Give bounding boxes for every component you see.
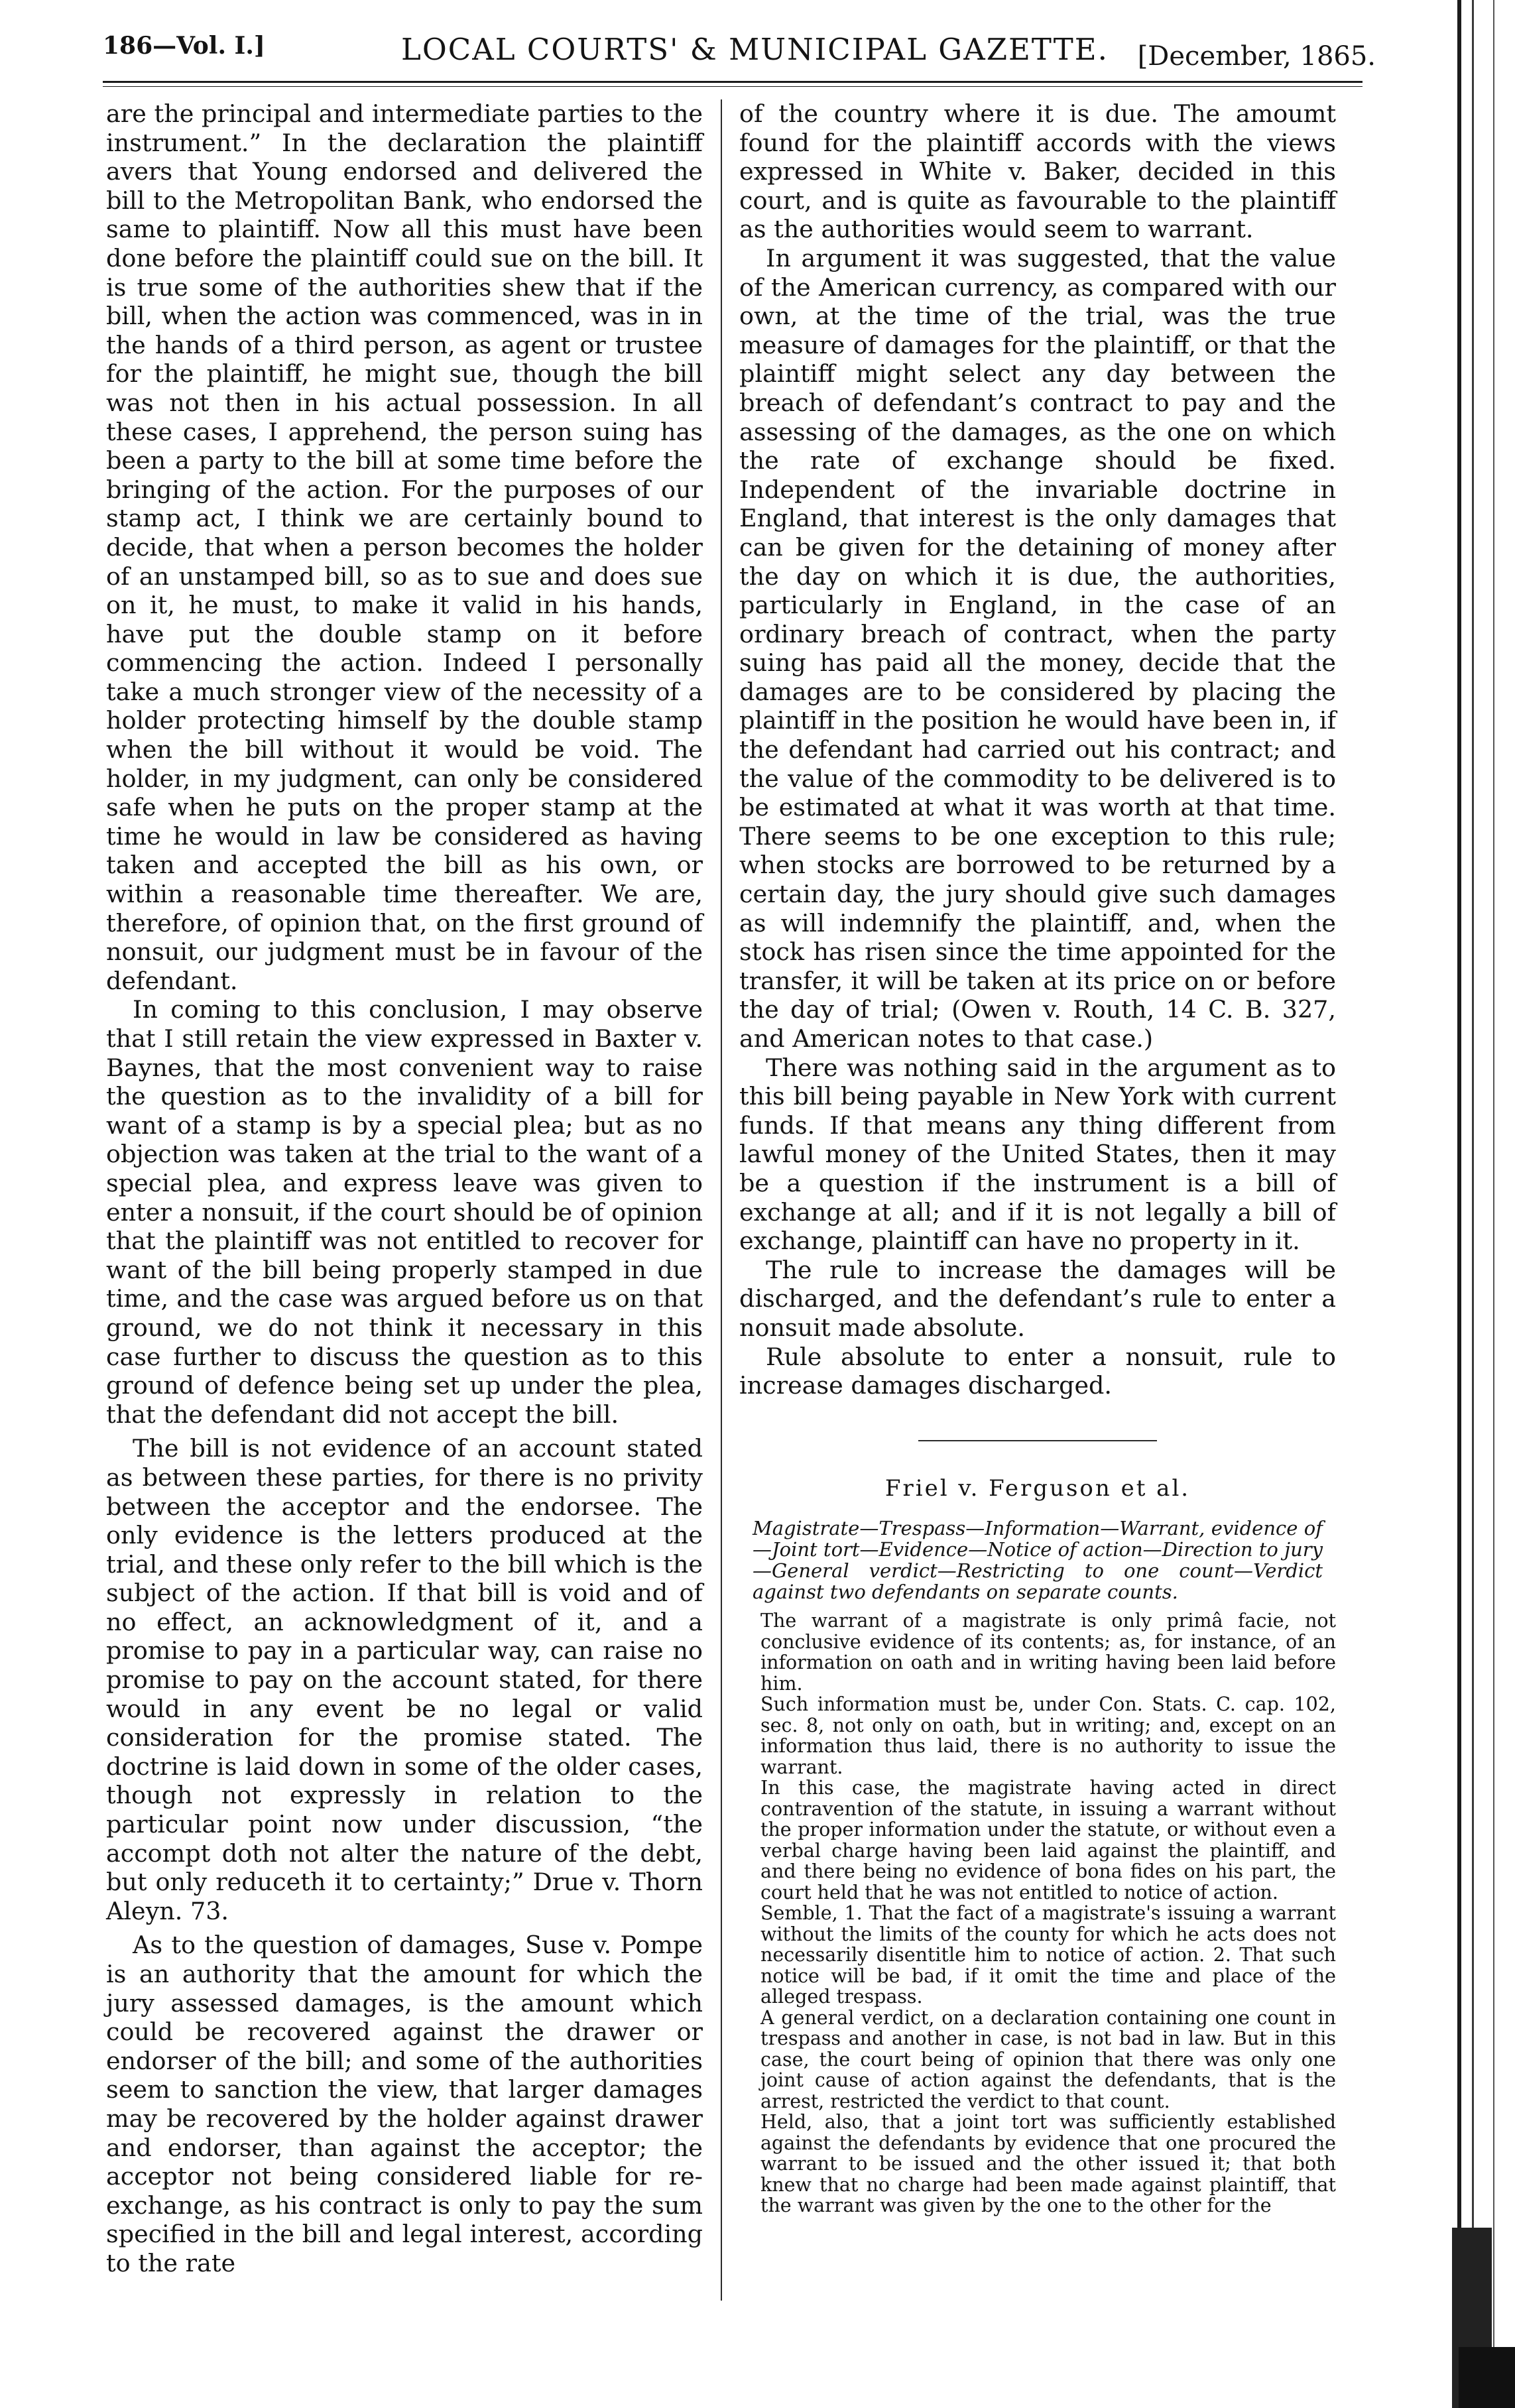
header-rule-thin xyxy=(103,86,1363,87)
publication-title: LOCAL COURTS' & MUNICIPAL GAZETTE. xyxy=(401,32,1109,67)
left-column xyxy=(106,99,703,2278)
paragraph: In argument it was suggested, that the value of the American currency, as compared with our own, at the time of the trial, was the true measure of damages for the plaintiff, or that the plaintiff might select any day between the breach of defendant’s contract to pay and the assessing of the damages, as the one on which the rate of exchange should be fixed. Independent of the invariable doctrine in England, that interest is the only damages that can be given for the detaining of money after the day on which it is due, the authorities, particularly in England, in the case of an ordinary breach of contract, when the party suing has paid all the money, decide that the damages are to be considered by placing the plaintiff in the position he would have been in, if the defendant had carried out his contract; and the value of the commodity to be delivered is to be estimated at what it was worth at that time. There seems to be one exception to this rule; when stocks are borrowed to be returned by a certain day, the jury should give such damages as will indemnify the plaintiff, and, when the stock has risen since the time appointed for the transfer, it will be taken at its price on or before the day of trial; (Owen v. Routh, 14 C. B. 327, and American notes to that case.) xyxy=(739,243,1336,1053)
paragraph: There was nothing said in the argument as to this bill being payable in New York with current funds. If that means any thing different from lawful money of the United States, then it may be a question if the instrument is a bill of exchange at all; and if it is not legally a bill of exchange, plaintiff can have no property in it. xyxy=(739,1053,1336,1256)
case-note: Semble, 1. That the fact of a magistrate's issuing a warrant without the limits of the county for which he acts does not necessarily disentitle him to notice of action. 2. That such notice will be bad, if it omit the time and place of the alleged trespass. xyxy=(760,1902,1336,2008)
section-separator xyxy=(918,1440,1157,1441)
case-note: Held, also, that a joint tort was sufficiently established against the defendants by evidence that one procured the warrant to be issued and the other issued it; that both knew that no charge had been made against plaintiff, that the warrant was given by the one to the other for the xyxy=(760,2111,1336,2217)
book-binding-edge xyxy=(1452,0,1515,2408)
paragraph: of the country where it is due. The amoumt found for the plaintiff accords with the views expressed in White v. Baker, decided in this court, and is quite as favourable to the plaintiff as the authorities would seem to warrant. xyxy=(739,99,1336,244)
paragraph: The bill is not evidence of an account stated as between these parties, for there is no privity between the acceptor and the endorsee. The only evidence is the letters produced at the trial, and these only refer to the bill which is the subject of the action. If that bill is void and of no effect, an acknowledgment of it, and a promise to pay in a particular way, can raise no promise to pay on the account stated, for there would in any event be no legal or valid consideration for the promise stated. The doctrine is laid down in some of the older cases, though not expressly in relation to the particular point now under discussion, “the accompt doth not alter the nature of the debt, but only reduceth it to certainty;” Drue v. Thorn Aleyn. 73. xyxy=(106,1434,703,1925)
case-title: Friel v. Ferguson et al. xyxy=(884,1475,1191,1502)
paragraph: are the principal and intermediate parties to the instrument.” In the declaration the plaintiff avers that Young endorsed and delivered the bill to the Metropolitan Bank, who endorsed the same to plaintiff. Now all this must have been done before the plaintiff could sue on the bill. It is true some of the authorities shew that if the bill, when the action was commenced, was in in the hands of a third person, as agent or trustee for the plaintiff, he might sue, though the bill was not then in his actual possession. In all these cases, I apprehend, the person suing has been a party to the bill at some time before the bringing of the action. For the purposes of our stamp act, I think we are certainly bound to decide, that when a person becomes the holder of an unstamped bill, so as to sue and does sue on it, he must, to make it valid in his hands, have put the double stamp on it before commencing the action. Indeed I personally take a much stronger view of the necessity of a holder protecting himself by the double stamp when the bill without it would be void. The holder, in my judgment, can only be considered safe when he puts on the proper stamp at the time he would in law be considered as having taken and accepted the bill as his own, or within a reasonable time thereafter. We are, therefore, of opinion that, on the first ground of nonsuit, our judgment must be in favour of the defendant. xyxy=(106,99,703,995)
case-note: The warrant of a magistrate is only primâ facie, not conclusive evidence of its contents; as, for instance, of an information on oath and in writing having been laid before him. xyxy=(760,1610,1336,1695)
case-note: Such information must be, under Con. Stats. C. cap. 102, sec. 8, not only on oath, but in writing; and, except on an information thus laid, there is no authority to issue the warrant. xyxy=(760,1693,1336,1778)
header-rule-thick xyxy=(103,81,1363,83)
paragraph: Rule absolute to enter a nonsuit, rule to increase damages discharged. xyxy=(739,1342,1336,1400)
case-note: A general verdict, on a declaration containing one count in trespass and another in case, is not bad in law. But in this case, the court being of opinion that there was only one joint cause of action against the defendants, that is the arrest, restricted the verdict to that count. xyxy=(760,2006,1336,2112)
running-header xyxy=(103,25,1376,78)
right-column xyxy=(739,99,1336,2216)
column-divider xyxy=(721,99,722,2301)
case-headnote: Magistrate—Trespass—Information—Warrant, evidence of—Joint tort—Evidence—Notice of action—Direction to jury—General verdict—Restricting to one count—Verdict against two defendants on separate counts. xyxy=(753,1517,1323,1604)
paragraph: The rule to increase the damages will be discharged, and the defendant’s rule to enter a nonsuit made absolute. xyxy=(739,1255,1336,1342)
issue-date: [December, 1865. xyxy=(1137,41,1376,72)
case-note: In this case, the magistrate having acted in direct contravention of the statute, in issuing a warrant without the proper information under the statute, or without even a verbal charge having been laid against the plaintiff, and and there being no evidence of bona fides on his part, the court held that he was not entitled to notice of action. xyxy=(760,1777,1336,1903)
paragraph: In coming to this conclusion, I may observe that I still retain the view expressed in Baxter v. Baynes, that the most convenient way to raise the question as to the invalidity of a bill for want of a stamp is by a special plea; but as no objection was taken at the trial to the want of a special plea, and express leave was given to enter a nonsuit, if the court should be of opinion that the plaintiff was not entitled to recover for want of the bill being properly stamped in due time, and the case was argued before us on that ground, we do not think it necessary in this case further to discuss the question as to this ground of defence being set up under the plea, that the defendant did not accept the bill. xyxy=(106,995,703,1429)
page-volume-label: 186—Vol. I.] xyxy=(103,32,265,60)
paragraph: As to the question of damages, Suse v. Pompe is an authority that the amount for which the jury assessed damages, is the amount which could be recovered against the drawer or endorser of the bill; and some of the authorities seem to sanction the view, that larger damages may be recovered by the holder against drawer and endorser, than against the acceptor; the acceptor not being considered liable for re-exchange, as his contract is only to pay the sum specified in the bill and legal interest, according to the rate xyxy=(106,1931,703,2277)
